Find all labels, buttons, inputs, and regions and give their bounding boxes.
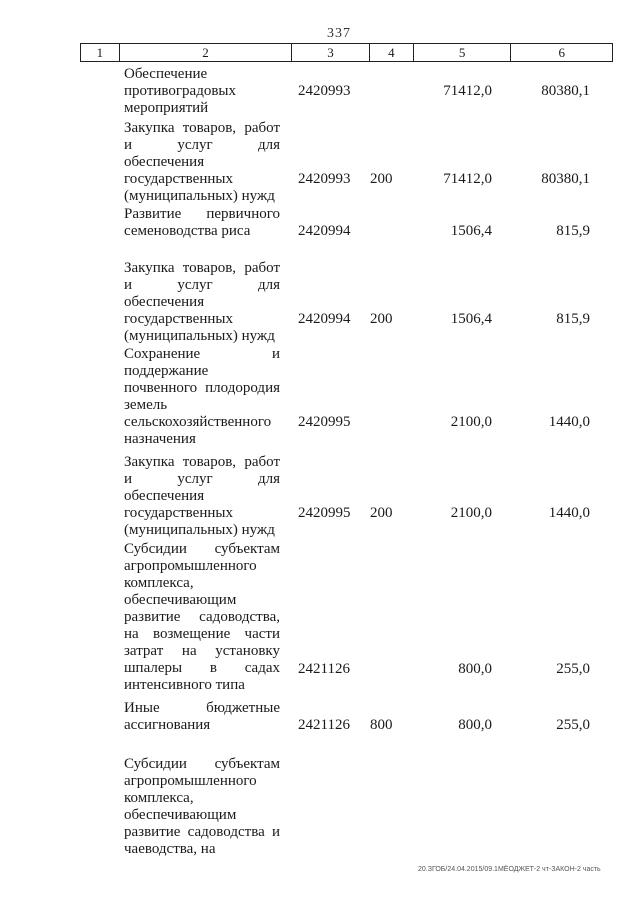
row-value-col5: 1506,4 bbox=[450, 311, 492, 327]
row-code: 2420994 bbox=[298, 223, 351, 239]
row-value-col6: 80380,1 bbox=[541, 83, 590, 99]
row-code: 2421126 bbox=[298, 661, 350, 677]
row-description: Обеспечение противоградовых мероприятий bbox=[124, 66, 236, 116]
row-description: Сохранение и поддержание почвенного плодородия земель сельскохозяйственного назначения bbox=[124, 346, 280, 447]
row-value-col6: 255,0 bbox=[556, 717, 590, 733]
row-value-col5: 800,0 bbox=[458, 717, 492, 733]
row-value-col6: 815,9 bbox=[556, 223, 590, 239]
row-code: 2420993 bbox=[298, 171, 351, 187]
row-value-col5: 71412,0 bbox=[443, 83, 492, 99]
row-code: 2420995 bbox=[298, 505, 351, 521]
row-description: Закупка товаров, работ и услуг для обеспечения государственных (муниципальных) нужд bbox=[124, 120, 280, 204]
row-description: Развитие первичного семеноводства риса bbox=[124, 206, 280, 239]
row-value-col5: 2100,0 bbox=[450, 414, 492, 430]
row-description: Закупка товаров, работ и услуг для обеспечения государственных (муниципальных) нужд bbox=[124, 260, 280, 344]
column-header-1: 1 bbox=[96, 45, 104, 60]
row-expense-type: 200 bbox=[370, 311, 393, 327]
row-value-col6: 1440,0 bbox=[548, 505, 590, 521]
row-value-col5: 71412,0 bbox=[443, 171, 492, 187]
row-value-col6: 255,0 bbox=[556, 661, 590, 677]
row-code: 2420994 bbox=[298, 311, 351, 327]
row-code: 2421126 bbox=[298, 717, 350, 733]
document-footer: 20.ЗГОБ/24.04.2015/09.1МЁОДЖЕТ-2 чт-ЗАКОН-2 часть bbox=[418, 866, 601, 873]
column-header-5: 5 bbox=[413, 44, 511, 61]
row-value-col6: 815,9 bbox=[556, 311, 590, 327]
row-description: Закупка товаров, работ и услуг для обеспечения государственных (муниципальных) нужд bbox=[124, 454, 280, 538]
row-description: Иные бюджетные ассигнования bbox=[124, 700, 280, 733]
row-description: Субсидии субъектам агропромышленного комплекса, обеспечивающим развитие садоводства, на возмещение части затрат на установку шпалеры в садах интенсивного типа bbox=[124, 541, 280, 693]
row-value-col6: 80380,1 bbox=[541, 171, 590, 187]
row-expense-type: 200 bbox=[370, 505, 393, 521]
row-code: 2420993 bbox=[298, 83, 351, 99]
column-header-4: 4 bbox=[369, 44, 413, 61]
row-value-col6: 1440,0 bbox=[548, 414, 590, 430]
row-value-col5: 1506,4 bbox=[450, 223, 492, 239]
column-header-6: 6 bbox=[510, 44, 612, 61]
row-value-col5: 800,0 bbox=[458, 661, 492, 677]
column-header-2: 2 bbox=[119, 44, 291, 61]
column-header-3: 3 bbox=[291, 44, 369, 61]
row-value-col5: 2100,0 bbox=[450, 505, 492, 521]
row-description: Субсидии субъектам агропромышленного комплекса, обеспечивающим развитие садоводства и чаеводства, на bbox=[124, 756, 280, 857]
row-code: 2420995 bbox=[298, 414, 351, 430]
table-header-row bbox=[80, 43, 613, 62]
page-number: 337 bbox=[327, 26, 351, 41]
row-expense-type: 200 bbox=[370, 171, 393, 187]
row-expense-type: 800 bbox=[370, 717, 393, 733]
